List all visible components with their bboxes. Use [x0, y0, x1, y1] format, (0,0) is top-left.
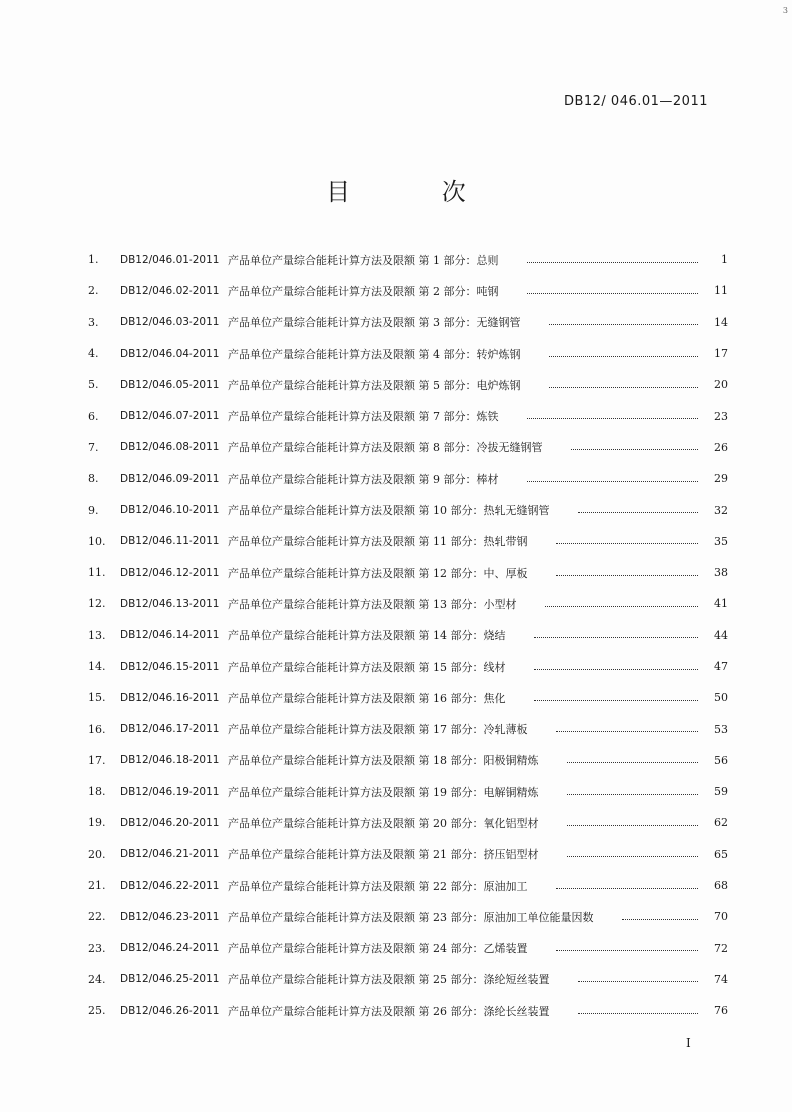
toc-entry-code: DB12/046.19-2011	[120, 785, 220, 798]
dot-leader	[571, 448, 699, 450]
toc-entry-page: 56	[714, 753, 728, 767]
toc-title: 目 次	[326, 178, 508, 206]
toc-entry-code: DB12/046.08-2011	[120, 441, 220, 454]
toc-entry-code: DB12/046.14-2011	[120, 629, 220, 642]
toc-entry-title: 产品单位产量综合能耗计算方法及限额 第 7 部分：炼铁	[228, 410, 499, 424]
dot-leader	[545, 605, 699, 607]
toc-entry-code: DB12/046.01-2011	[120, 253, 220, 266]
toc-entry-number: 18.	[88, 785, 106, 799]
toc-entry-title: 产品单位产量综合能耗计算方法及限额 第 20 部分：氧化铝型材	[228, 816, 539, 830]
toc-entry-number: 14.	[88, 660, 106, 673]
dot-leader	[567, 793, 699, 795]
toc-entry-number: 13.	[88, 628, 106, 642]
toc-entry-title: 产品单位产量综合能耗计算方法及限额 第 24 部分：乙烯装置	[228, 942, 528, 956]
toc-entry-number: 12.	[88, 597, 106, 611]
dot-leader	[534, 636, 699, 638]
toc-entry-page: 20	[714, 378, 728, 392]
toc-entry[interactable]	[88, 557, 728, 588]
dot-leader	[567, 761, 699, 763]
toc-entry-title: 产品单位产量综合能耗计算方法及限额 第 2 部分：吨钢	[228, 284, 499, 298]
toc-entry[interactable]	[88, 807, 728, 838]
dot-leader	[578, 511, 699, 513]
toc-entry-number: 9.	[88, 503, 99, 517]
toc-entry-number: 22.	[88, 910, 106, 924]
toc-entry[interactable]	[88, 713, 728, 744]
toc-entry-page: 38	[714, 566, 728, 580]
toc-entry-number: 20.	[88, 847, 106, 861]
toc-entry-page: 29	[714, 472, 728, 486]
toc-entry-number: 11.	[88, 566, 106, 580]
toc-entry[interactable]	[88, 432, 728, 463]
dot-leader	[527, 480, 699, 482]
toc-entry-code: DB12/046.12-2011	[120, 566, 220, 579]
dot-leader	[556, 887, 699, 889]
toc-entry-page: 41	[714, 597, 728, 611]
toc-entry-number: 3.	[88, 315, 99, 329]
toc-entry[interactable]	[88, 745, 728, 776]
toc-entry-code: DB12/046.02-2011	[120, 284, 220, 297]
toc-entry-title: 产品单位产量综合能耗计算方法及限额 第 13 部分：小型材	[228, 597, 517, 611]
dot-leader	[556, 949, 699, 951]
dot-leader	[549, 386, 699, 388]
toc-entry-page: 76	[714, 1004, 728, 1018]
dot-leader	[527, 417, 699, 419]
toc-entry[interactable]	[88, 682, 728, 713]
toc-entry-title: 产品单位产量综合能耗计算方法及限额 第 14 部分：烧结	[228, 629, 506, 643]
toc-entry-number: 17.	[88, 753, 106, 767]
toc-entry-number: 19.	[88, 816, 106, 830]
toc-entry-number: 4.	[88, 347, 99, 361]
toc-entry-code: DB12/046.03-2011	[120, 316, 220, 329]
toc-entry[interactable]	[88, 933, 728, 964]
toc-entry[interactable]	[88, 400, 728, 431]
toc-entry-number: 7.	[88, 440, 99, 454]
toc-entry[interactable]	[88, 995, 728, 1026]
dot-leader	[567, 855, 699, 857]
toc-entry-title: 产品单位产量综合能耗计算方法及限额 第 17 部分：冷轧薄板	[228, 723, 528, 737]
toc-entry-title: 产品单位产量综合能耗计算方法及限额 第 21 部分：挤压铝型材	[228, 848, 539, 862]
toc-entry-number: 8.	[88, 472, 99, 486]
toc-entry-page: 32	[714, 503, 728, 517]
toc-entry[interactable]	[88, 338, 728, 369]
toc-entry-title: 产品单位产量综合能耗计算方法及限额 第 15 部分：线材	[228, 660, 506, 674]
dot-leader	[556, 574, 699, 576]
toc-entry-title: 产品单位产量综合能耗计算方法及限额 第 9 部分：棒材	[228, 472, 499, 486]
dot-leader	[527, 292, 699, 294]
toc-entry-code: DB12/046.15-2011	[120, 660, 220, 673]
toc-entry-code: DB12/046.10-2011	[120, 504, 220, 517]
toc-list	[88, 244, 728, 1026]
toc-entry-code: DB12/046.20-2011	[120, 816, 220, 829]
toc-entry-page: 35	[714, 534, 728, 548]
toc-entry-title: 产品单位产量综合能耗计算方法及限额 第 4 部分：转炉炼钢	[228, 347, 521, 361]
dot-leader	[549, 355, 699, 357]
toc-entry[interactable]	[88, 526, 728, 557]
toc-entry-code: DB12/046.21-2011	[120, 848, 220, 861]
toc-entry-page: 53	[714, 722, 728, 736]
toc-entry-page: 11	[714, 284, 728, 298]
toc-entry-code: DB12/046.07-2011	[120, 410, 220, 423]
dot-leader	[534, 699, 699, 701]
toc-entry-number: 23.	[88, 941, 106, 955]
toc-entry-code: DB12/046.11-2011	[120, 535, 220, 548]
toc-entry-code: DB12/046.16-2011	[120, 691, 220, 704]
toc-entry-title: 产品单位产量综合能耗计算方法及限额 第 12 部分：中、厚板	[228, 566, 528, 580]
toc-entry-title: 产品单位产量综合能耗计算方法及限额 第 26 部分：涤纶长丝装置	[228, 1004, 550, 1018]
toc-entry-page: 1	[721, 253, 728, 267]
toc-entry-page: 68	[714, 879, 728, 893]
toc-entry-page: 14	[714, 315, 728, 329]
toc-entry-number: 16.	[88, 722, 106, 736]
toc-entry-number: 1.	[88, 253, 99, 267]
dot-leader	[549, 323, 699, 325]
toc-entry-number: 25.	[88, 1004, 106, 1018]
toc-entry-page: 47	[714, 660, 728, 673]
toc-entry-title: 产品单位产量综合能耗计算方法及限额 第 1 部分：总则	[228, 253, 499, 267]
toc-entry-title: 产品单位产量综合能耗计算方法及限额 第 23 部分：原油加工单位能量因数	[228, 910, 594, 924]
toc-entry-page: 50	[714, 691, 728, 705]
toc-entry-number: 6.	[88, 409, 99, 423]
toc-entry-code: DB12/046.24-2011	[120, 942, 220, 955]
toc-entry[interactable]	[88, 870, 728, 901]
toc-entry-code: DB12/046.13-2011	[120, 597, 220, 610]
toc-entry-title: 产品单位产量综合能耗计算方法及限额 第 8 部分：冷拔无缝钢管	[228, 441, 543, 455]
page-folio: I	[686, 1036, 691, 1050]
toc-entry-title: 产品单位产量综合能耗计算方法及限额 第 18 部分：阳极铜精炼	[228, 754, 539, 768]
toc-entry-page: 44	[714, 628, 728, 642]
toc-entry-code: DB12/046.18-2011	[120, 754, 220, 767]
toc-entry[interactable]	[88, 369, 728, 400]
dot-leader	[527, 261, 699, 263]
dot-leader	[556, 730, 699, 732]
toc-entry[interactable]	[88, 244, 728, 275]
toc-entry-number: 21.	[88, 879, 106, 893]
toc-entry-number: 5.	[88, 378, 99, 392]
toc-entry[interactable]	[88, 776, 728, 807]
toc-entry-code: DB12/046.26-2011	[120, 1004, 220, 1017]
dot-leader	[578, 1012, 699, 1014]
toc-entry-code: DB12/046.22-2011	[120, 879, 220, 892]
dot-leader	[622, 918, 699, 920]
toc-entry-page: 74	[714, 972, 728, 986]
dot-leader	[556, 542, 699, 544]
toc-entry-title: 产品单位产量综合能耗计算方法及限额 第 16 部分：焦化	[228, 691, 506, 705]
toc-entry-title: 产品单位产量综合能耗计算方法及限额 第 19 部分：电解铜精炼	[228, 785, 539, 799]
toc-entry-code: DB12/046.04-2011	[120, 347, 220, 360]
toc-entry-code: DB12/046.09-2011	[120, 472, 220, 485]
toc-entry[interactable]	[88, 901, 728, 932]
toc-entry-page: 65	[714, 847, 728, 861]
document-code: DB12/ 046.01—2011	[563, 94, 708, 109]
toc-entry-code: DB12/046.05-2011	[120, 378, 220, 391]
toc-entry-number: 10.	[88, 534, 106, 548]
toc-entry-number: 15.	[88, 691, 106, 705]
toc-entry-title: 产品单位产量综合能耗计算方法及限额 第 11 部分：热轧带钢	[228, 535, 528, 549]
toc-entry-page: 17	[714, 347, 728, 361]
toc-entry-code: DB12/046.25-2011	[120, 973, 220, 986]
toc-entry[interactable]	[88, 620, 728, 651]
toc-entry-page: 23	[714, 409, 728, 423]
toc-entry[interactable]	[88, 494, 728, 525]
toc-entry[interactable]	[88, 463, 728, 494]
toc-entry[interactable]	[88, 839, 728, 870]
toc-entry-page: 59	[714, 785, 728, 799]
toc-entry-page: 26	[714, 440, 728, 454]
toc-entry[interactable]	[88, 651, 728, 682]
toc-entry-number: 24.	[88, 972, 106, 986]
dot-leader	[534, 668, 699, 670]
corner-mark: 3	[782, 6, 788, 15]
toc-entry-code: DB12/046.17-2011	[120, 723, 220, 736]
toc-entry[interactable]	[88, 964, 728, 995]
toc-entry-title: 产品单位产量综合能耗计算方法及限额 第 3 部分：无缝钢管	[228, 316, 521, 330]
toc-entry-title: 产品单位产量综合能耗计算方法及限额 第 22 部分：原油加工	[228, 879, 528, 893]
toc-entry-title: 产品单位产量综合能耗计算方法及限额 第 10 部分：热轧无缝钢管	[228, 504, 550, 518]
toc-entry-number: 2.	[88, 284, 99, 298]
toc-entry-page: 62	[714, 816, 728, 830]
dot-leader	[567, 824, 699, 826]
toc-entry-page: 72	[714, 941, 728, 955]
dot-leader	[578, 980, 699, 982]
toc-entry[interactable]	[88, 275, 728, 306]
toc-entry-page: 70	[714, 910, 728, 924]
toc-entry-title: 产品单位产量综合能耗计算方法及限额 第 25 部分：涤纶短丝装置	[228, 973, 550, 987]
toc-entry-code: DB12/046.23-2011	[120, 910, 220, 923]
toc-entry[interactable]	[88, 588, 728, 619]
toc-entry[interactable]	[88, 307, 728, 338]
toc-entry-title: 产品单位产量综合能耗计算方法及限额 第 5 部分：电炉炼钢	[228, 378, 521, 392]
